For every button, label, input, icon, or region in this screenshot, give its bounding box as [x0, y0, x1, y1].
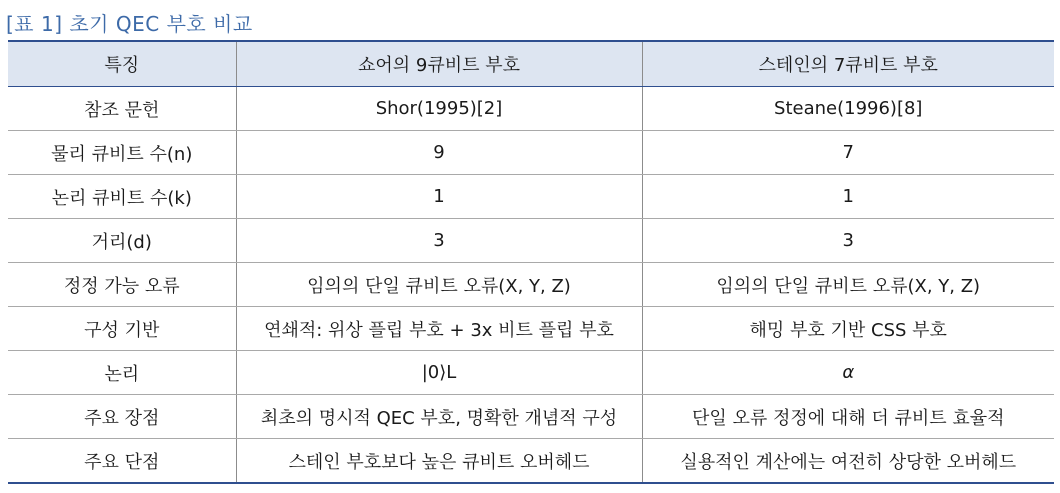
table-row: [8, 87, 1054, 131]
table-caption: [표 1] 초기 QEC 부호 비교: [6, 12, 253, 36]
shor-cell: 3: [236, 219, 642, 263]
table-row: [8, 131, 1054, 175]
row-label: 정정 가능 오류: [8, 263, 236, 307]
row-label: 논리: [8, 351, 236, 395]
steane-cell: α: [642, 351, 1054, 395]
table-row: [8, 263, 1054, 307]
table-row: [8, 439, 1054, 484]
steane-cell: 해밍 부호 기반 CSS 부호: [642, 307, 1054, 351]
shor-cell: 9: [236, 131, 642, 175]
table-row: [8, 395, 1054, 439]
row-label: 거리(d): [8, 219, 236, 263]
shor-cell: 스테인 부호보다 높은 큐비트 오버헤드: [236, 439, 642, 484]
shor-cell: Shor(1995)[2]: [236, 87, 642, 131]
steane-cell: 7: [642, 131, 1054, 175]
header-feature: 특징: [8, 41, 236, 87]
table-header-row: [8, 41, 1054, 87]
shor-cell: 1: [236, 175, 642, 219]
steane-cell: Steane(1996)[8]: [642, 87, 1054, 131]
row-label: 참조 문헌: [8, 87, 236, 131]
shor-cell: 최초의 명시적 QEC 부호, 명확한 개념적 구성: [236, 395, 642, 439]
table-row: [8, 307, 1054, 351]
table-row: [8, 175, 1054, 219]
qec-comparison-table: [8, 40, 1054, 484]
shor-cell: 연쇄적: 위상 플립 부호 + 3x 비트 플립 부호: [236, 307, 642, 351]
header-steane-code: 스테인의 7큐비트 부호: [642, 41, 1054, 87]
row-label: 주요 장점: [8, 395, 236, 439]
row-label: 구성 기반: [8, 307, 236, 351]
steane-cell: 실용적인 계산에는 여전히 상당한 오버헤드: [642, 439, 1054, 484]
row-label: 논리 큐비트 수(k): [8, 175, 236, 219]
steane-cell: 3: [642, 219, 1054, 263]
steane-cell: 단일 오류 정정에 대해 더 큐비트 효율적: [642, 395, 1054, 439]
shor-cell: |0⟩L: [236, 351, 642, 395]
steane-cell: 임의의 단일 큐비트 오류(X, Y, Z): [642, 263, 1054, 307]
steane-cell: 1: [642, 175, 1054, 219]
shor-cell: 임의의 단일 큐비트 오류(X, Y, Z): [236, 263, 642, 307]
header-shor-code: 쇼어의 9큐비트 부호: [236, 41, 642, 87]
row-label: 주요 단점: [8, 439, 236, 484]
table-row: [8, 351, 1054, 395]
table-row: [8, 219, 1054, 263]
row-label: 물리 큐비트 수(n): [8, 131, 236, 175]
